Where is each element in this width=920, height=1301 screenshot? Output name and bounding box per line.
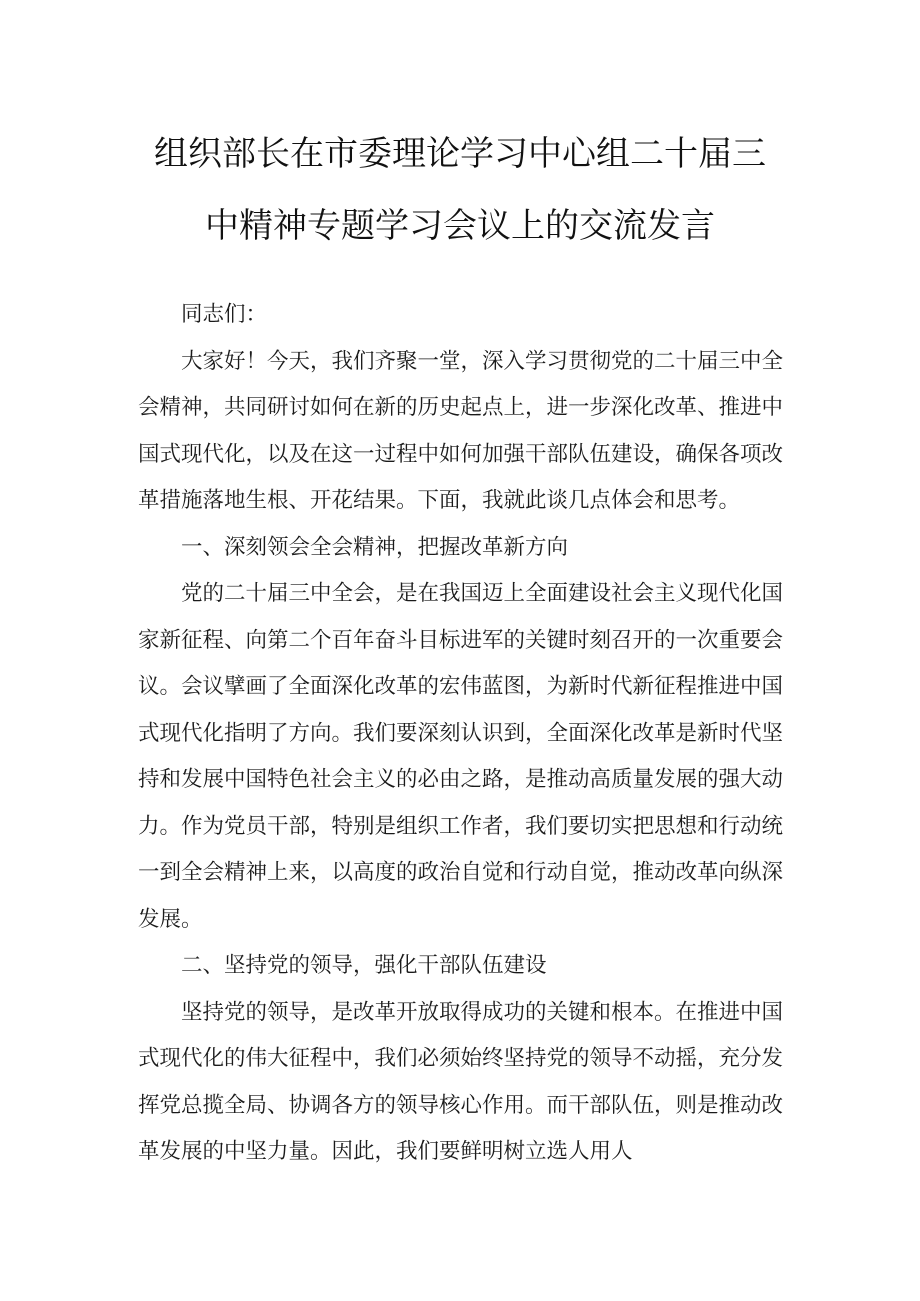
paragraph-section-2: 坚持党的领导，是改革开放取得成功的关键和根本。在推进中国式现代化的伟大征程中，我们必须始终坚持党的领导不动摇，充分发挥党总揽全局、协调各方的领导核心作用。而干部队伍，则是推动改革发展的中坚力量。因此，我们要鲜明树立选人用人 — [138, 999, 784, 1164]
document-body — [138, 292, 783, 1176]
document-title-line-1: 组织部长在市委理论学习中心组二十届三 — [154, 134, 766, 174]
salutation: 同志们： — [181, 302, 268, 327]
paragraph-section-1: 党的二十届三中全会，是在我国迈上全面建设社会主义现代化国家新征程、向第二个百年奋斗目标进军的关键时刻召开的一次重要会议。会议擘画了全面深化改革的宏伟蓝图，为新时代新征程推进中国式现代化指明了方向。我们要深刻认识到，全面深化改革是新时代坚持和发展中国特色社会主义的必由之路，是推动高质量发展的强大动力。作为党员干部，特别是组织工作者，我们要切实把思想和行动统一到全会精神上来，以高度的政治自觉和行动自觉，推动改革向纵深发展。 — [138, 581, 784, 932]
section-heading-2: 二、坚持党的领导，强化干部队伍建设 — [181, 953, 547, 978]
section-heading-1: 一、深刻领会全会精神，把握改革新方向 — [181, 534, 569, 560]
paragraph-intro: 大家好！今天，我们齐聚一堂，深入学习贯彻党的二十届三中全会精神，共同研讨如何在新的历史起点上，进一步深化改革、推进中国式现代化，以及在这一过程中如何加强干部队伍建设，确保各项改革措施落地生根、开花结果。下面，我就此谈几点体会和思考。 — [138, 348, 784, 513]
document-title-line-2: 中精神专题学习会议上的交流发言 — [205, 206, 715, 246]
